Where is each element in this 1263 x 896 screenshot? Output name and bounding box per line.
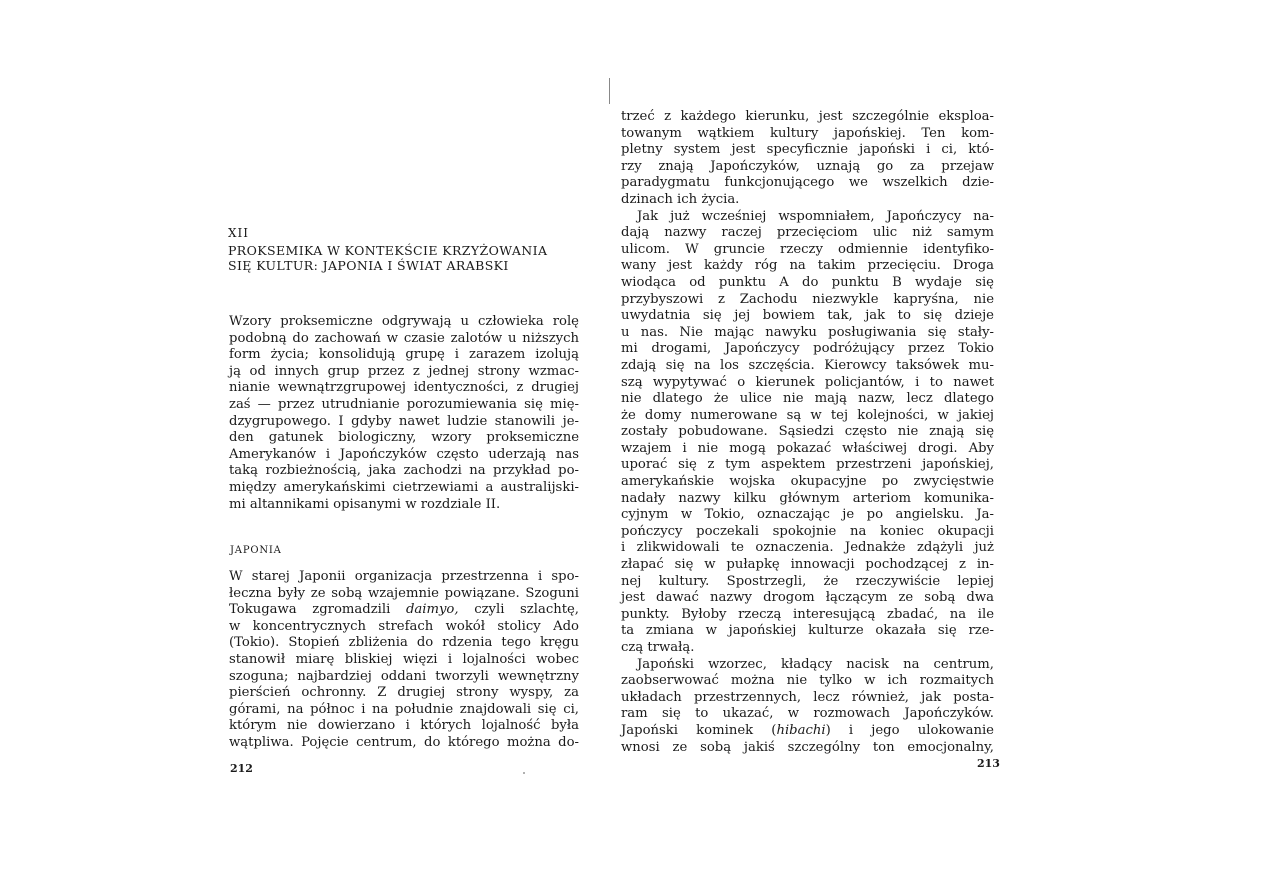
text-line: którym nie dowierzano i których lojalność była xyxy=(229,718,579,734)
text-line: między amerykańskimi cietrzewiami a australijski- xyxy=(229,479,579,495)
text-line: rzy znają Japończyków, uznają go za przejaw xyxy=(621,158,994,174)
chapter-number: XII xyxy=(228,226,250,240)
text-line: ją od innych grup przez z jednej strony wzmac- xyxy=(229,363,579,379)
text-line: u nas. Nie mając nawyku posługiwania się stały- xyxy=(621,324,994,340)
text-line: Tokugawa zgromadzili daimyo, czyli szlachtę, xyxy=(229,602,580,618)
text-line: wnosi ze sobą jakiś szczególny ton emocjonalny, xyxy=(621,739,994,755)
text-line: Jak już wcześniej wspomniałem, Japończycy na- xyxy=(637,208,994,224)
page-number-left: 212 xyxy=(230,762,253,775)
text-line: nie dlatego że ulice nie mają nazw, lecz dlatego xyxy=(621,391,994,407)
text-line: taką rozbieżnością, jaka zachodzi na przykład po- xyxy=(229,463,579,479)
text-line: amerykańskie wojska okupacyjne po zwycięstwie xyxy=(621,474,994,490)
text-line: stanowił miarę bliskiej więzi i lojalności wobec xyxy=(229,651,579,667)
text-line: mi altannikami opisanymi w rozdziale II. xyxy=(229,496,501,512)
text-line: zdają się na los szczęścia. Kierowcy taksówek mu- xyxy=(621,357,994,373)
text-line: czą trwałą. xyxy=(621,640,695,655)
text-line: wątpliwa. Pojęcie centrum, do którego można do- xyxy=(229,734,579,750)
text-line: ulicom. W gruncie rzeczy odmiennie identyfiko- xyxy=(621,241,994,257)
text-line: trzeć z każdego kierunku, jest szczególnie eksploa- xyxy=(621,109,994,124)
text-line: układach przestrzennych, lecz również, jak posta- xyxy=(621,689,994,705)
text-line: dzinach ich życia. xyxy=(621,191,740,207)
text-line: Japoński kominek (hibachi) i jego ulokowanie xyxy=(621,722,994,738)
text-line: że domy numerowane są w tej kolejności, w jakiej xyxy=(621,407,994,423)
text-line: pończycy poczekali spokojnie na koniec okupacji xyxy=(621,523,994,539)
text-line: złapać się w pułapkę innowacji pochodzącej z in- xyxy=(621,557,994,573)
text-line: nej kultury. Spostrzegli, że rzeczywiście lepiej xyxy=(621,573,994,589)
text-line: nadały nazwy kilku głównym arteriom komunika- xyxy=(621,490,994,506)
text-line: ram się to ukazać, w rozmowach Japończyków. xyxy=(621,706,994,722)
text-line: towanym wątkiem kultury japońskiej. Ten kom- xyxy=(621,125,994,141)
text-line: nianie wewnątrzgrupowej identyczności, z drugiej xyxy=(229,380,579,396)
text-line: (Tokio). Stopień zbliżenia do rdzenia tego kręgu xyxy=(229,635,579,651)
text-line: Japoński wzorzec, kładący nacisk na centrum, xyxy=(637,656,994,672)
text-line: cyjnym w Tokio, oznaczając je po angielsku. Ja- xyxy=(621,507,994,523)
chapter-title-line-1: PROKSEMIKA W KONTEKŚCIE KRZYŻOWANIA xyxy=(228,243,548,258)
japan-paragraph xyxy=(229,569,579,752)
text-line: podobną do zachowań w czasie zalotów u niższych xyxy=(229,330,579,346)
text-line: wiodąca od punktu A do punktu B wydaje się xyxy=(621,274,994,290)
text-line: jest dawać nazwy drogom łączącym ze sobą dwa xyxy=(621,590,994,606)
text-line: w koncentrycznych strefach wokół stolicy Ado xyxy=(229,618,579,634)
right-page xyxy=(600,0,1263,896)
text-line: uwydatnia się jej bowiem tak, jak to się dzieje xyxy=(621,308,994,324)
text-line: łeczna były ze sobą wzajemnie powiązane. Szoguni xyxy=(229,585,579,601)
intro-paragraph xyxy=(229,314,579,513)
text-line: szą wypytywać o kierunek policjantów, i to nawet xyxy=(621,374,994,390)
text-line: form życia; konsolidują grupę i zarazem izolują xyxy=(229,347,579,363)
text-line: przybyszowi z Zachodu niezwykle kapryśna, nie xyxy=(621,291,994,307)
text-line: szoguna; najbardziej oddani tworzyli wewnętrzny xyxy=(229,668,579,684)
text-line: mi drogami, Japończycy podróżujący przez Tokio xyxy=(621,341,994,357)
left-page xyxy=(0,0,600,896)
continuation-paragraph xyxy=(621,109,994,209)
text-line: wany jest każdy róg na takim przecięciu. Droga xyxy=(621,258,994,274)
street-names-paragraph xyxy=(621,209,994,657)
right-page-text xyxy=(621,109,994,756)
text-line: wzajem i nie mogą pokazać właściwej drogi. Aby xyxy=(621,440,994,456)
text-line: górami, na północ i na południe znajdowali się ci, xyxy=(229,701,579,717)
text-line: Wzory proksemiczne odgrywają u człowieka rolę xyxy=(229,314,579,329)
scan-speck xyxy=(523,772,525,774)
text-line: W starej Japonii organizacja przestrzenna i spo- xyxy=(229,569,579,584)
text-line: zaobserwować można nie tylko w ich rozmaitych xyxy=(621,673,994,689)
text-line: uporać się z tym aspektem przestrzeni japońskiej, xyxy=(621,457,994,473)
text-line: paradygmatu funkcjonującego we wszelkich dzie- xyxy=(621,175,994,191)
section-heading: JAPONIA xyxy=(230,545,282,556)
japanese-pattern-paragraph xyxy=(621,657,994,757)
text-line: zaś — przez utrudnianie porozumiewania się mię- xyxy=(229,396,579,412)
text-line: punkty. Byłoby rzeczą interesującą zbadać, na ile xyxy=(621,606,994,622)
chapter-title xyxy=(228,243,588,273)
text-line: ta zmiana w japońskiej kulturze okazała się rze- xyxy=(621,623,994,639)
page-number-right: 213 xyxy=(977,757,1000,770)
text-line: dzygrupowego. I gdyby nawet ludzie stanowili je- xyxy=(229,413,579,429)
text-line: den gatunek biologiczny, wzory proksemiczne xyxy=(229,430,579,446)
text-line: Amerykanów i Japończyków często uderzają nas xyxy=(229,446,579,462)
text-line: zostały pobudowane. Sąsiedzi często nie znają się xyxy=(621,424,994,440)
text-line: pletny system jest specyficznie japoński i ci, któ- xyxy=(621,142,994,158)
text-line: i zlikwidowali te oznaczenia. Jednakże zdążyli już xyxy=(621,540,994,556)
text-line: pierścień ochronny. Z drugiej strony wyspy, za xyxy=(229,685,579,701)
text-line: dają nazwy raczej przecięciom ulic niż samym xyxy=(621,225,994,241)
chapter-title-line-2: SIĘ KULTUR: JAPONIA I ŚWIAT ARABSKI xyxy=(228,258,509,273)
